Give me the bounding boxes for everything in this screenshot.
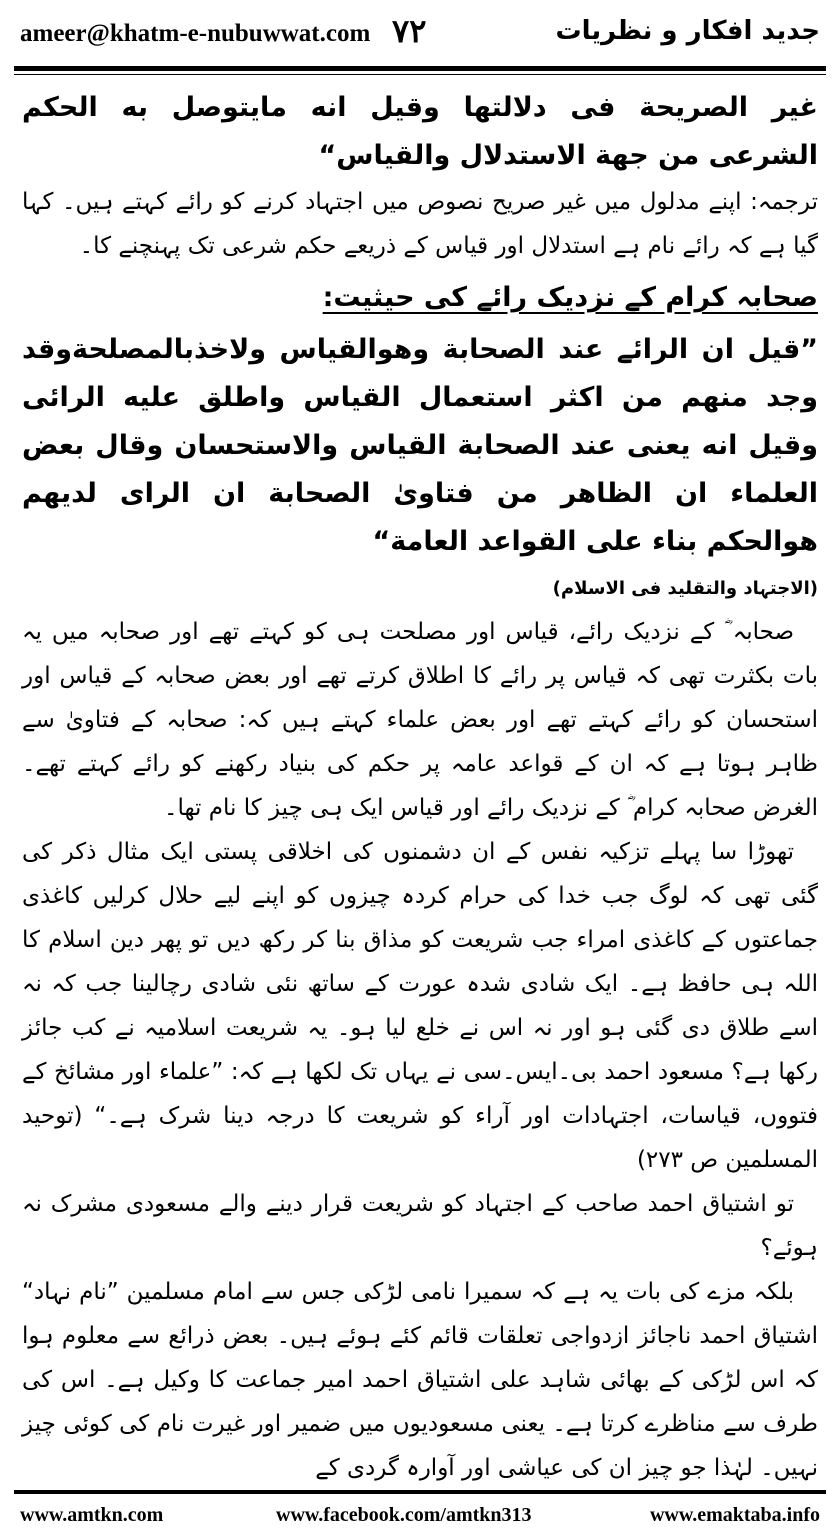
footer-rule [14, 1490, 826, 1494]
header-rule-thin [14, 74, 826, 75]
header-email[interactable]: ameer@khatm-e-nubuwwat.com [20, 20, 371, 47]
header-rule-thick [14, 66, 826, 71]
body-paragraph-4: بلکہ مزے کی بات یہ ہے کہ سمیرا نامی لڑکی جس سے امام مسلمین ”نام نہاد“ اشتیاق احمد ناجائز ازدواجی تعلقات قائم کئے ہوئے ہیں۔ بعض ذرائع سے معلوم ہوا کہ اس لڑکی کے بھائی شاہد علی اشتیاق احمد امیر جماعت کا وکیل ہے۔ اس کی طرف سے مناظرے کرتا ہے۔ یعنی مسعودیوں میں ضمیر اور غیرت نام کی کوئی چیز نہیں۔ لہٰذا جو چیز ان کی عیاشی اور آوارہ گردی کے [22, 1279, 818, 1481]
footer-link-emaktaba[interactable]: www.emaktaba.info [649, 1504, 820, 1526]
book-title: جدید افکار و نظریات [555, 16, 820, 46]
page-footer [14, 1500, 826, 1534]
arabic-quote-1: غیر الصریحة فی دلالتها وقیل انه مایتوصل به الحکم الشرعی من جهة الاستدلال والقیاس“ [22, 92, 818, 171]
section-heading [22, 274, 818, 322]
body-paragraph-1: صحابہ ؓ کے نزدیک رائے، قیاس اور مصلحت ہی کو کہتے تھے اور صحابہ میں یہ بات بکثرت تھی کہ قیاس پر رائے کا اطلاق کرتے تھے اور بعض صحابہ کے قیاس اور استحسان کو رائے کہتے تھے اور بعض علماء کہتے ہیں کہ: صحابہ کے فتاویٰ سے ظاہر ہوتا ہے کہ ان کے قواعد عامہ پر حکم کی بنیاد رکھنے کو رائے کہتے تھے۔ الغرض صحابہ کرام ؓ کے نزدیک رائے اور قیاس ایک ہی چیز کا نام تھا۔ [22, 619, 818, 821]
page-header [14, 14, 826, 60]
source-citation: (الاجتہاد والتقلید فی الاسلام) [552, 578, 818, 599]
footer-link-amtkn[interactable]: www.amtkn.com [20, 1504, 164, 1526]
page-number: ٧٢ [392, 12, 427, 50]
body-paragraph-2: تھوڑا سا پہلے تزکیہ نفس کے ان دشمنوں کی اخلاقی پستی ایک مثال ذکر کی گئی تھی کہ لوگ جب خدا کی حرام کردہ چیزوں کو اپنے لیے حلال کرلیں کاغذی جماعتوں کے کاغذی امراء جب شریعت کو مذاق بنا کر رکھ دیں تو پھر دین اسلام کا اللہ ہی حافظ ہے۔ ایک شادی شدہ عورت کے ساتھ نئی شادی رچالینا جب کہ نہ اسے طلاق دی گئی ہو اور نہ اس نے خلع لیا ہو۔ یہ شریعت اسلامیہ نے کب جائز رکھا ہے؟ مسعود احمد بی۔ایس۔سی نے یہاں تک لکھا ہے کہ: ”علماء اور مشائخ کے فتووں، قیاسات، اجتہادات اور آراء کو شریعت کا درجہ دینا شرک ہے۔“ (توحید المسلمین ص ٢٧٣) [22, 839, 818, 1173]
footer-link-facebook[interactable]: www.facebook.com/amtkn313 [276, 1504, 532, 1526]
section-heading-text: صحابہ کرام کے نزدیک رائے کی حیثیت: [322, 282, 818, 313]
arabic-quote-2: ”قیل ان الرائے عند الصحابة وهوالقیاس ولاخذبالمصلحةوقد وجد منهم من اکثر استعمال القیاس واطلق علیه الرائی وقیل انه یعنی عند الصحابة القیاس والاستحسان وقال بعض العلماء ان الظاهر من فتاویٰ الصحابة ان الرای لدیهم هوالحکم بناء علی القواعد العامة“ [22, 334, 818, 557]
body-paragraph-3: تو اشتیاق احمد صاحب کے اجتہاد کو شریعت قرار دینے والے مسعودی مشرک نہ ہوئے؟ [22, 1191, 818, 1261]
page-body [22, 84, 818, 1490]
translation-paragraph: ترجمہ: اپنے مدلول میں غیر صریح نصوص میں اجتہاد کرنے کو رائے کہتے ہیں۔ کہا گیا ہے کہ رائے نام ہے استدلال اور قیاس کے ذریعے حکم شرعی تک پہنچنے کا۔ [22, 189, 818, 259]
